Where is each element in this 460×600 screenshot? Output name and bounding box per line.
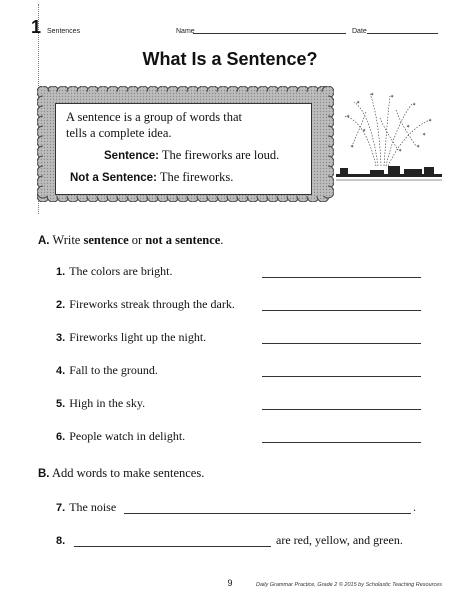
list-item xyxy=(56,429,185,444)
svg-text:✶: ✶ xyxy=(422,132,427,138)
svg-text:✶: ✶ xyxy=(416,144,421,150)
answer-line[interactable] xyxy=(262,409,421,410)
nonexample-label: Not a Sentence: xyxy=(70,172,157,184)
definition-line-2: tells a complete idea. xyxy=(66,126,172,140)
svg-text:✶: ✶ xyxy=(428,118,433,124)
fireworks-illustration xyxy=(336,88,442,188)
section-b-instruction xyxy=(38,466,204,481)
item-text: People watch in delight. xyxy=(69,429,186,443)
example-sentence xyxy=(104,148,279,163)
name-label: Name xyxy=(176,28,195,35)
nonexample-text: The fireworks. xyxy=(159,170,234,184)
instruction-bold-1: sentence xyxy=(83,233,129,247)
item-text: High in the sky. xyxy=(69,396,146,410)
item-text: Fall to the ground. xyxy=(69,363,158,377)
section-a-instruction xyxy=(38,233,223,248)
item-text: Fireworks light up the night. xyxy=(69,330,207,344)
item-7-period: . xyxy=(413,500,416,514)
page-number: 9 xyxy=(227,578,233,588)
date-label: Date xyxy=(352,28,367,35)
item-number: 4. xyxy=(56,365,66,377)
instruction-text: Write xyxy=(52,233,84,247)
answer-line[interactable] xyxy=(262,277,421,278)
item-number: 3. xyxy=(56,332,66,344)
item-text: Fireworks streak through the dark. xyxy=(69,297,235,311)
item-number: 1. xyxy=(56,266,66,278)
svg-text:✶: ✶ xyxy=(412,102,417,108)
answer-line[interactable] xyxy=(262,376,421,377)
example-text: The fireworks are loud. xyxy=(161,148,280,162)
svg-text:✶: ✶ xyxy=(390,94,395,100)
answer-line[interactable] xyxy=(262,310,421,311)
list-item xyxy=(56,396,145,411)
item-number: 2. xyxy=(56,299,66,311)
svg-text:✶: ✶ xyxy=(346,114,351,120)
item-number: 6. xyxy=(56,431,66,443)
date-field[interactable] xyxy=(367,33,438,34)
instruction-text-mid: or xyxy=(128,233,146,247)
answer-line[interactable] xyxy=(262,343,421,344)
list-item xyxy=(56,330,206,345)
page-title: What Is a Sentence? xyxy=(142,49,318,69)
item-8-number xyxy=(56,533,69,548)
svg-text:✶: ✶ xyxy=(398,148,403,154)
list-item xyxy=(56,363,158,378)
example-label: Sentence: xyxy=(104,150,159,162)
list-item-7 xyxy=(56,500,116,515)
instruction-bold-2: not a sentence xyxy=(145,233,221,247)
answer-line[interactable] xyxy=(262,442,421,443)
section-a-letter: A. xyxy=(38,235,50,247)
item-number: 5. xyxy=(56,398,66,410)
svg-text:✶: ✶ xyxy=(370,92,375,98)
item-8-text: are red, yellow, and green. xyxy=(276,533,403,547)
item-number: 7. xyxy=(56,502,66,514)
answer-line-8[interactable] xyxy=(74,546,271,547)
svg-text:✶: ✶ xyxy=(356,100,361,106)
list-item xyxy=(56,297,235,312)
section-b-letter: B. xyxy=(38,468,50,480)
definition-line-1: A sentence is a group of words that xyxy=(66,110,243,124)
unit-number: 1 xyxy=(31,17,42,37)
item-number: 8. xyxy=(56,535,66,547)
svg-text:✶: ✶ xyxy=(406,124,411,130)
topic-label: Sentences xyxy=(47,28,81,35)
item-text: The noise xyxy=(69,500,117,514)
instruction-text-end: . xyxy=(220,233,224,247)
nonexample-sentence xyxy=(70,170,233,185)
answer-line-7[interactable] xyxy=(124,513,411,514)
svg-text:✶: ✶ xyxy=(350,144,355,150)
section-b-text: Add words to make sentences. xyxy=(51,466,205,480)
svg-text:✶: ✶ xyxy=(362,128,367,134)
item-text: The colors are bright. xyxy=(69,264,173,278)
name-field[interactable] xyxy=(193,33,346,34)
copyright-credit: Daily Grammar Practice, Grade 2 © 2015 by Scholastic Teaching Resources xyxy=(256,582,443,588)
list-item xyxy=(56,264,172,279)
